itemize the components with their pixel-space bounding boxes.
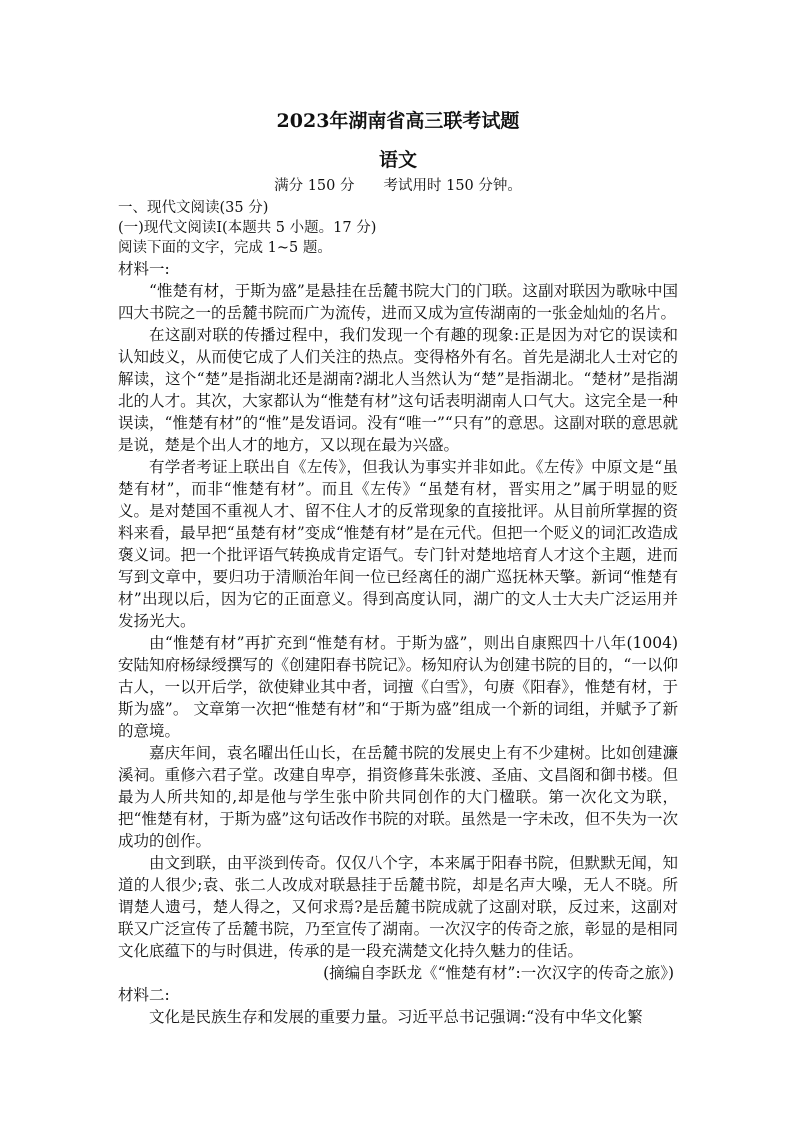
instruction: 阅读下面的文字，完成 1~5 题。 [118,240,332,256]
paragraph: 由“惟楚有材”再扩充到“惟楚有材。于斯为盛”，则出自康熙四十八年(1004)安陆知府杨绿绶撰写的《创建阳春书院记》。杨知府认为创建书院的目的，“一以仰古人，一以开后学，欲使肄业其中者，词擅《白雪》，句赓《阳春》，惟楚有材，于斯为盛”。 文章第一次把“惟楚有材”和“于斯为盛”组成一个新的词组，并赋予了新的意境。 [118,634,678,740]
exam-meta: 满分 150 分 考试用时 150 分钟。 [274,178,522,194]
material-two-label: 材料二: [118,986,170,1004]
sub-section-heading: (一)现代文阅读Ⅰ(本题共 5 小题。17 分) [118,220,377,236]
source-citation: (摘编自李跃龙《“惟楚有材”:一次汉字的传奇之旅》) [323,964,674,982]
paragraph: “惟楚有材，于斯为盛”是悬挂在岳麓书院大门的门联。这副对联因为歌咏中国四大书院之一的岳麓书院而广为流传，进而又成为宣传湖南的一张金灿灿的名片。 [118,282,678,322]
paragraph: 嘉庆年间，袁名曜出任山长，在岳麓书院的发展史上有不少建树。比如创建濂溪祠。重修六君子堂。改建自卑亭，捐资修葺朱张渡、圣庙、文昌阁和御书楼。但最为人所共知的,却是他与学生张中阶共同创作的大门楹联。第一次化文为联，把“惟楚有材，于斯为盛”这句话改作书院的对联。虽然是一字未改，但不失为一次成功的创作。 [118,744,678,850]
paragraph: 文化是民族生存和发展的重要力量。习近平总书记强调:“没有中华文化繁 [149,1008,643,1026]
exam-title: 2023年湖南省高三联考试题 [276,110,520,132]
section-heading: 一、现代文阅读(35 分) [118,200,269,216]
material-one-label: 材料一: [118,260,170,278]
paragraph: 有学者考证上联出自《左传》，但我认为事实并非如此。《左传》中原文是“虽楚有材”，而非“惟楚有材”。而且《左传》“虽楚有材，晋实用之”属于明显的贬义。是对楚国不重视人才、留不住人才的反常现象的直接批评。从目前所掌握的资料来看，最早把“虽楚有材”变成“惟楚有材”是在元代。但把一个贬义的词汇改造成褒义词。把一个批评语气转换成肯定语气。专门针对楚地培育人才这个主题，进而写到文章中，要归功于清顺治年间一位已经离任的湖广巡抚林天擎。新词“惟楚有材”出现以后，因为它的正面意义。得到高度认同，湖广的文人士大夫广泛运用并发扬光大。 [118,458,678,630]
paragraph: 在这副对联的传播过程中，我们发现一个有趣的现象:正是因为对它的误读和认知歧义，从而使它成了人们关注的热点。变得格外有名。首先是湖北人士对它的解读，这个“楚”是指湖北还是湖南?湖北人当然认为“楚”是指湖北。“楚材”是指湖北的人才。其次，大家都认为“惟楚有材”这句话表明湖南人口气大。这完全是一种误读，“惟楚有材”的“惟”是发语词。没有“唯一”“只有”的意思。这副对联的意思就是说，楚是个出人才的地方，又以现在最为兴盛。 [118,326,678,454]
exam-page [118,108,678,1028]
subject-title: 语文 [378,149,417,171]
paragraph: 由文到联，由平淡到传奇。仅仅八个字，本来属于阳春书院，但默默无闻，知道的人很少;袁、张二人改成对联悬挂于岳麓书院，却是名声大噪，无人不晓。所谓楚人遗弓，楚人得之，又何求焉?是岳麓书院成就了这副对联，反过来，这副对联又广泛宣传了岳麓书院，乃至宣传了湖南。一次汉字的传奇之旅，彰显的是相同文化底蕴下的与时俱进，传承的是一段充满楚文化持久魅力的佳话。 [118,854,678,960]
